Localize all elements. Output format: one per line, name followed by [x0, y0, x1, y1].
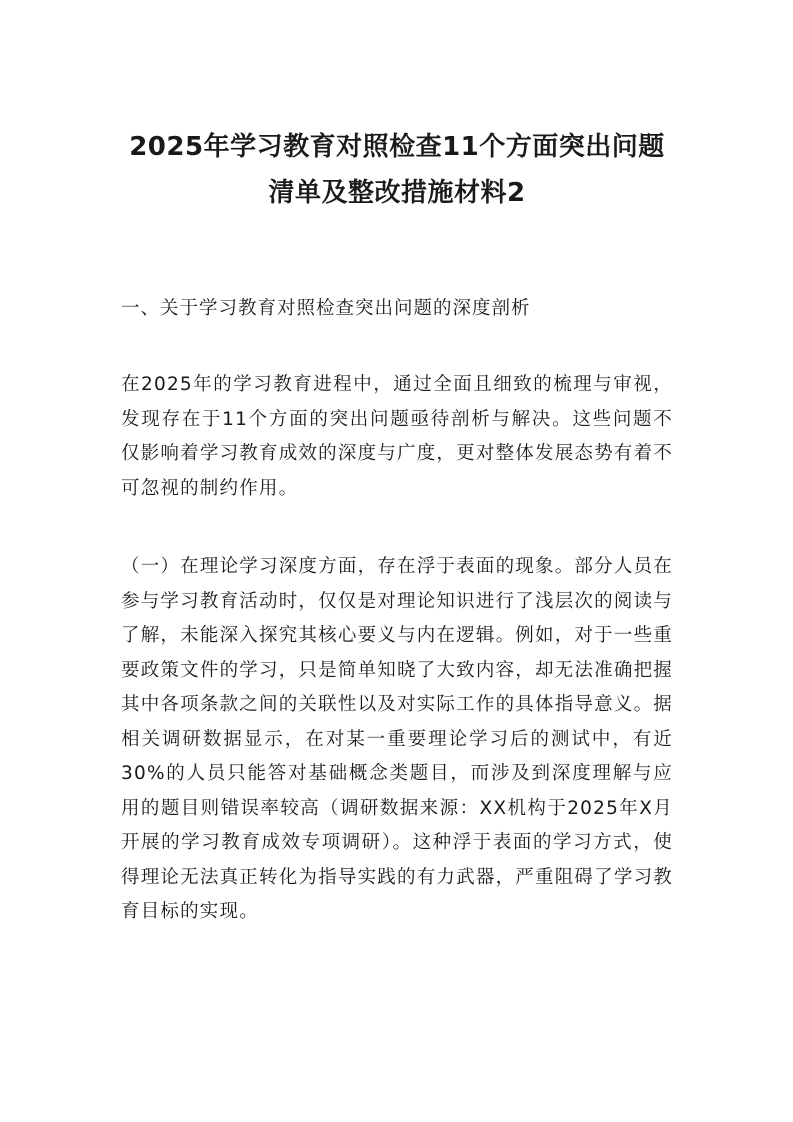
paragraph-intro: 在2025年的学习教育进程中，通过全面且细致的梳理与审视，发现存在于11个方面的突出问题亟待剖析与解决。这些问题不仅影响着学习教育成效的深度与广度，更对整体发展态势有着不可忽视的制约作用。 [121, 374, 673, 499]
paragraph-theory-depth: （一）在理论学习深度方面，存在浮于表面的现象。部分人员在参与学习教育活动时，仅仅是对理论知识进行了浅层次的阅读与了解，未能深入探究其核心要义与内在逻辑。例如，对于一些重要政策文件的学习，只是简单知晓了大致内容，却无法准确把握其中各项条款之间的关联性以及对实际工作的具体指导意义。据相关调研数据显示，在对某一重要理论学习后的测试中，有近30%的人员只能答对基础概念类题目，而涉及到深度理解与应用的题目则错误率较高（调研数据来源：XX机构于2025年X月开展的学习教育成效专项调研）。这种浮于表面的学习方式，使得理论无法真正转化为指导实践的有力武器，严重阻碍了学习教育目标的实现。 [121, 556, 673, 922]
section-heading: 一、关于学习教育对照检查突出问题的深度剖析 [121, 298, 531, 319]
document-title: 2025年学习教育对照检查11个方面突出问题清单及整改措施材料2 [129, 132, 665, 208]
